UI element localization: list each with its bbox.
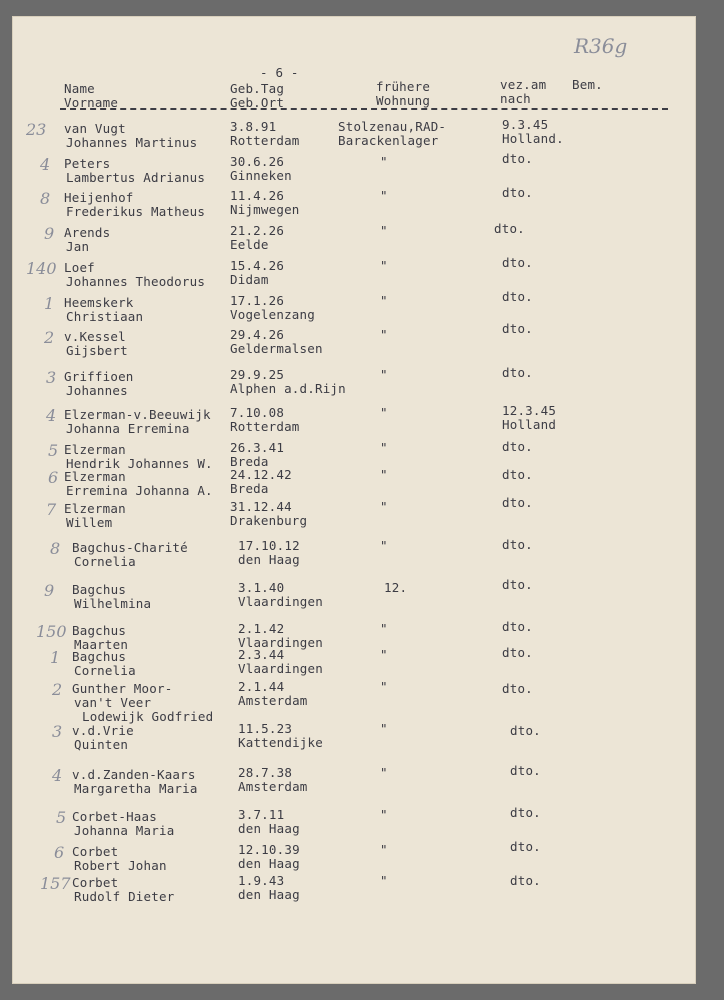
entry-birth-place: Ginneken — [230, 168, 292, 183]
entry-given-name: Erremina Johanna A. — [66, 483, 213, 498]
entry-birth-place: den Haag — [238, 821, 300, 836]
entry-birth-date: 21.2.26 — [230, 223, 285, 238]
header-geb-tag: Geb.Tag — [230, 81, 285, 96]
entry-given-name: Christiaan — [66, 309, 144, 324]
entry-surname: Elzerman — [64, 501, 126, 516]
entry-surname: Bagchus — [72, 582, 127, 597]
entry-surname: Elzerman — [64, 442, 126, 457]
entry-given-name: Cornelia — [74, 554, 136, 569]
entry-surname: van Vugt — [64, 121, 126, 136]
entry-previous-residence: 12. — [384, 580, 408, 595]
entry-birth-date: 24.12.42 — [230, 467, 292, 482]
entry-moved-date: dto. — [502, 289, 533, 304]
handwritten-row-number: 2 — [44, 328, 55, 347]
entry-moved-date: dto. — [510, 873, 541, 888]
entry-previous-residence: " — [380, 258, 388, 273]
entry-birth-date: 12.10.39 — [238, 842, 300, 857]
handwritten-row-number: 157 — [40, 874, 71, 893]
entry-surname: Bagchus — [72, 649, 127, 664]
header-vez-am: vez.am — [500, 77, 547, 92]
header-fruehere: frühere — [376, 79, 431, 94]
entry-birth-date: 7.10.08 — [230, 405, 285, 420]
entry-surname: Corbet — [72, 875, 119, 890]
handwritten-row-number: 9 — [44, 224, 55, 243]
handwritten-row-number: 8 — [40, 189, 51, 208]
header-vorname: Vorname — [64, 95, 119, 110]
entry-birth-place: Breda — [230, 481, 269, 496]
entry-moved-date: dto. — [502, 151, 533, 166]
entry-previous-residence-2: Barackenlager — [338, 133, 439, 148]
entry-given-name: Cornelia — [74, 663, 136, 678]
entry-given-name: Margaretha Maria — [74, 781, 198, 796]
entry-surname: Arends — [64, 225, 111, 240]
entry-birth-place: Amsterdam — [238, 693, 308, 708]
entry-previous-residence: " — [380, 327, 388, 342]
header-bem: Bem. — [572, 77, 603, 92]
entry-moved-date: dto. — [494, 221, 525, 236]
entry-birth-place: Vogelenzang — [230, 307, 315, 322]
entry-moved-date: 9.3.45 — [502, 117, 549, 132]
entry-given-name: Wilhelmina — [74, 596, 152, 611]
entry-birth-date: 15.4.26 — [230, 258, 285, 273]
entry-previous-residence: " — [380, 765, 388, 780]
handwritten-row-number: 4 — [46, 406, 57, 425]
handwritten-row-number: 1 — [44, 294, 55, 313]
entry-previous-residence: " — [380, 647, 388, 662]
handwritten-row-number: 4 — [52, 766, 63, 785]
entry-previous-residence: " — [380, 154, 388, 169]
entry-birth-place: Rotterdam — [230, 419, 300, 434]
entry-given-name: Quinten — [74, 737, 129, 752]
header-geb-ort: Geb.Ort — [230, 95, 285, 110]
entry-previous-residence: " — [380, 679, 388, 694]
entry-given-name: Robert Johan — [74, 858, 167, 873]
header-wohnung: Wohnung — [376, 93, 431, 108]
entry-birth-date: 29.4.26 — [230, 327, 285, 342]
entry-given-name: Johanna Maria — [74, 823, 175, 838]
header-divider — [60, 108, 668, 110]
entry-moved-date: dto. — [510, 839, 541, 854]
handwritten-row-number: 9 — [44, 581, 55, 600]
handwritten-row-number: 3 — [46, 368, 57, 387]
entry-moved-destination: Holland — [502, 417, 557, 432]
document-page — [12, 16, 696, 984]
entry-birth-date: 11.4.26 — [230, 188, 285, 203]
entry-previous-residence: " — [380, 538, 388, 553]
entry-given-name: Willem — [66, 515, 113, 530]
entry-moved-date: dto. — [502, 185, 533, 200]
entry-previous-residence: " — [380, 621, 388, 636]
entry-moved-date: dto. — [502, 467, 533, 482]
handwritten-row-number: 150 — [36, 622, 67, 641]
entry-moved-date: dto. — [502, 577, 533, 592]
entry-surname: Griffioen — [64, 369, 134, 384]
entry-previous-residence: " — [380, 223, 388, 238]
entry-birth-date: 2.3.44 — [238, 647, 285, 662]
entry-given-name: Jan — [66, 239, 90, 254]
entry-surname: Bagchus — [72, 623, 127, 638]
entry-surname: Elzerman — [64, 469, 126, 484]
entry-birth-place: den Haag — [238, 552, 300, 567]
entry-birth-place: Drakenburg — [230, 513, 308, 528]
entry-birth-date: 28.7.38 — [238, 765, 293, 780]
entry-given-name: Rudolf Dieter — [74, 889, 175, 904]
entry-given-name: Hendrik Johannes W. — [66, 456, 213, 471]
entry-birth-date: 3.8.91 — [230, 119, 277, 134]
entry-birth-date: 3.7.11 — [238, 807, 285, 822]
entry-moved-date: dto. — [502, 321, 533, 336]
entry-previous-residence: " — [380, 440, 388, 455]
entry-previous-residence: " — [380, 467, 388, 482]
handwritten-row-number: 6 — [54, 843, 65, 862]
entry-moved-date: dto. — [502, 495, 533, 510]
handwritten-row-number: 6 — [48, 468, 59, 487]
entry-moved-date: dto. — [502, 645, 533, 660]
entry-given-name: Gijsbert — [66, 343, 128, 358]
entry-surname: Bagchus-Charité — [72, 540, 188, 555]
entry-moved-destination: Holland. — [502, 131, 564, 146]
entry-moved-date: dto. — [502, 681, 533, 696]
entry-moved-date: dto. — [502, 439, 533, 454]
entry-birth-place: Vlaardingen — [238, 661, 323, 676]
entry-surname: Heemskerk — [64, 295, 134, 310]
entry-moved-date: 12.3.45 — [502, 403, 557, 418]
entry-birth-place: Kattendijke — [238, 735, 323, 750]
entry-birth-place: Nijmwegen — [230, 202, 300, 217]
entry-surname: Peters — [64, 156, 111, 171]
entry-previous-residence: " — [380, 367, 388, 382]
entry-moved-date: dto. — [502, 365, 533, 380]
entry-surname: Corbet-Haas — [72, 809, 157, 824]
entry-birth-place: Amsterdam — [238, 779, 308, 794]
entry-moved-date: dto. — [510, 805, 541, 820]
entry-given-name: Johanna Erremina — [66, 421, 190, 436]
entry-moved-date: dto. — [502, 255, 533, 270]
entry-birth-place: den Haag — [238, 887, 300, 902]
header-name: Name — [64, 81, 95, 96]
entry-surname: v.Kessel — [64, 329, 126, 344]
entry-moved-date: dto. — [510, 723, 541, 738]
entry-birth-place: Vlaardingen — [238, 635, 323, 650]
entry-birth-date: 30.6.26 — [230, 154, 285, 169]
entry-surname: v.d.Vrie — [72, 723, 134, 738]
entry-moved-date: dto. — [502, 537, 533, 552]
entry-surname: Heijenhof — [64, 190, 134, 205]
entry-given-name: Maarten — [74, 637, 129, 652]
entry-given-name: Lambertus Adrianus — [66, 170, 206, 185]
entry-birth-place: den Haag — [238, 856, 300, 871]
entry-birth-date: 26.3.41 — [230, 440, 285, 455]
entry-birth-date: 11.5.23 — [238, 721, 293, 736]
entry-birth-date: 2.1.42 — [238, 621, 285, 636]
entry-given-name-2: Lodewijk Godfried — [82, 709, 214, 724]
entry-previous-residence: Stolzenau,RAD- — [338, 119, 447, 134]
entry-birth-place: Geldermalsen — [230, 341, 323, 356]
entry-birth-date: 17.1.26 — [230, 293, 285, 308]
entry-birth-place: Alphen a.d.Rijn — [230, 381, 346, 396]
entry-birth-place: Vlaardingen — [238, 594, 323, 609]
entry-previous-residence: " — [380, 405, 388, 420]
handwritten-row-number: 1 — [50, 648, 61, 667]
handwritten-row-number: 5 — [56, 808, 67, 827]
handwritten-row-number: 140 — [26, 259, 57, 278]
entry-previous-residence: " — [380, 293, 388, 308]
entry-previous-residence: " — [380, 721, 388, 736]
entry-given-name: van't Veer — [74, 695, 152, 710]
entry-given-name: Johannes Theodorus — [66, 274, 206, 289]
handwritten-row-number: 3 — [52, 722, 63, 741]
entry-birth-date: 2.1.44 — [238, 679, 285, 694]
handwritten-row-number: 5 — [48, 441, 59, 460]
entry-moved-date: dto. — [510, 763, 541, 778]
handwritten-row-number: 8 — [50, 539, 61, 558]
entry-birth-place: Didam — [230, 272, 269, 287]
page-number: - 6 - — [260, 65, 299, 80]
handwritten-row-number: 4 — [40, 155, 51, 174]
handwritten-row-number: 7 — [46, 500, 57, 519]
entry-surname: Gunther Moor- — [72, 681, 173, 696]
entry-previous-residence: " — [380, 873, 388, 888]
entry-previous-residence: " — [380, 842, 388, 857]
entry-previous-residence: " — [380, 188, 388, 203]
entry-moved-date: dto. — [502, 619, 533, 634]
entry-birth-place: Eelde — [230, 237, 269, 252]
entry-previous-residence: " — [380, 499, 388, 514]
entry-birth-place: Breda — [230, 454, 269, 469]
entry-birth-date: 31.12.44 — [230, 499, 292, 514]
entry-surname: Elzerman-v.Beeuwijk — [64, 407, 211, 422]
entry-birth-place: Rotterdam — [230, 133, 300, 148]
entry-given-name: Johannes Martinus — [66, 135, 198, 150]
header-nach: nach — [500, 91, 531, 106]
entry-previous-residence: " — [380, 807, 388, 822]
handwritten-row-number: 2 — [52, 680, 63, 699]
entry-surname: Loef — [64, 260, 95, 275]
entry-surname: Corbet — [72, 844, 119, 859]
entry-given-name: Frederikus Matheus — [66, 204, 206, 219]
entry-given-name: Johannes — [66, 383, 128, 398]
entry-birth-date: 3.1.40 — [238, 580, 285, 595]
handwritten-row-number: 23 — [26, 120, 47, 139]
entry-birth-date: 17.10.12 — [238, 538, 300, 553]
entry-birth-date: 29.9.25 — [230, 367, 285, 382]
entry-surname: v.d.Zanden-Kaars — [72, 767, 196, 782]
corner-mark: R36g — [574, 34, 628, 58]
entry-birth-date: 1.9.43 — [238, 873, 285, 888]
